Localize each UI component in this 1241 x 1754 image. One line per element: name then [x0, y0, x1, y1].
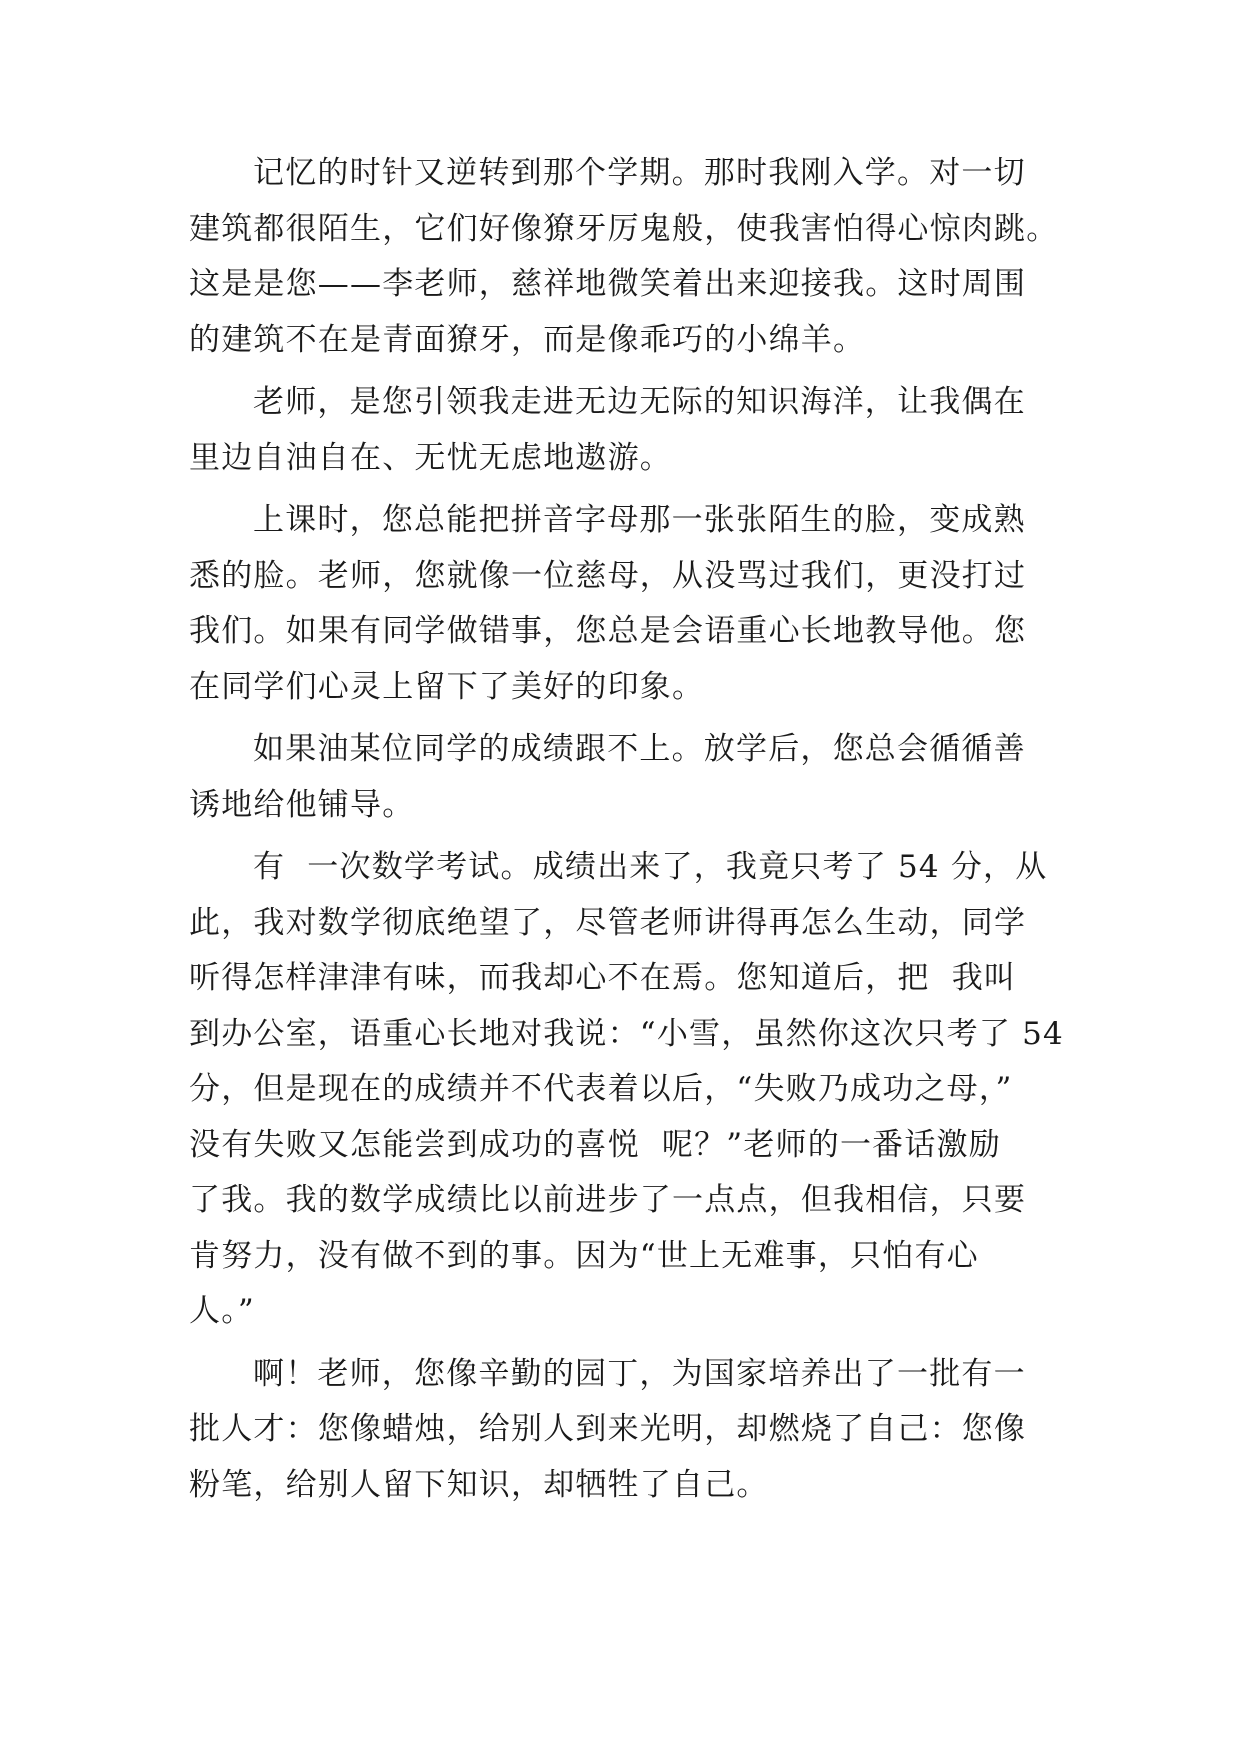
paragraph-3	[189, 493, 1069, 715]
paragraph-line: 建筑都很陌生，它们好像獠牙厉鬼般，使我害怕得心惊肉跳。	[189, 210, 1059, 247]
paragraph-line: 诱地给他铺导。	[189, 786, 415, 823]
paragraph-line: 悉的脸。老师，您就像一位慈母，从没骂过我们，更没打过	[189, 557, 1027, 594]
paragraph-line: 了我。我的数学成绩比以前进步了一点点，但我相信，只要	[189, 1182, 1027, 1218]
paragraph-line: 人。”	[189, 1293, 255, 1329]
paragraph-line: 如果油某位同学的成绩跟不上。放学后，您总会循循善	[253, 731, 1026, 767]
paragraph-line: 粉笔，给别人留下知识，却牺牲了自己。	[189, 1466, 769, 1503]
paragraph-line: 老师，是您引领我走进无边无际的知识海洋，让我偶在	[253, 384, 1026, 420]
paragraph-line: 听得怎样津津有味，而我却心不在焉。您知道后，把 我叫	[189, 960, 1017, 996]
paragraph-line: 的建筑不在是青面獠牙，而是像乖巧的小绵羊。	[189, 321, 866, 358]
paragraph-line: 我们。如果有同学做错事，您总是会语重心长地教导他。您	[189, 613, 1027, 649]
paragraph-line: 分，但是现在的成绩并不代表着以后，“失败乃成功之母，”	[189, 1071, 1013, 1107]
paragraph-line: 有 一次数学考试。成绩出来了，我竟只考了 54 分，从	[253, 849, 1048, 885]
paragraph-line: 里边自油自在、无忧无虑地遨游。	[189, 439, 672, 476]
paragraph-line: 记忆的时针又逆转到那个学期。那时我刚入学。对一切	[253, 155, 1026, 191]
paragraph-1	[189, 146, 1069, 368]
paragraph-2	[189, 375, 1069, 486]
paragraph-5	[189, 840, 1069, 1340]
paragraph-line: 此，我对数学彻底绝望了，尽管老师讲得再怎么生动，同学	[189, 904, 1027, 941]
document-body	[189, 146, 1069, 1513]
paragraph-line: 没有失败又怎能尝到成功的喜悦 呢？”老师的一番话激励	[189, 1126, 1001, 1163]
paragraph-line: 上课时，您总能把拼音字母那一张张陌生的脸，变成熟	[253, 502, 1026, 538]
paragraph-line: 肯努力，没有做不到的事。因为“世上无难事，只怕有心	[189, 1237, 979, 1274]
paragraph-line: 啊！老师，您像辛勤的园丁，为国家培养出了一批有一	[253, 1355, 1026, 1392]
paragraph-line: 批人才：您像蜡烛，给别人到来光明，却燃烧了自己：您像	[189, 1411, 1027, 1447]
paragraph-line: 到办公室，语重心长地对我说：“小雪，虽然你这次只考了 54	[189, 1015, 1064, 1052]
paragraph-6	[189, 1347, 1069, 1514]
paragraph-4	[189, 722, 1069, 833]
paragraph-line: 这是是您——李老师，慈祥地微笑着出来迎接我。这时周围	[189, 266, 1027, 302]
paragraph-line: 在同学们心灵上留下了美好的印象。	[189, 668, 705, 705]
